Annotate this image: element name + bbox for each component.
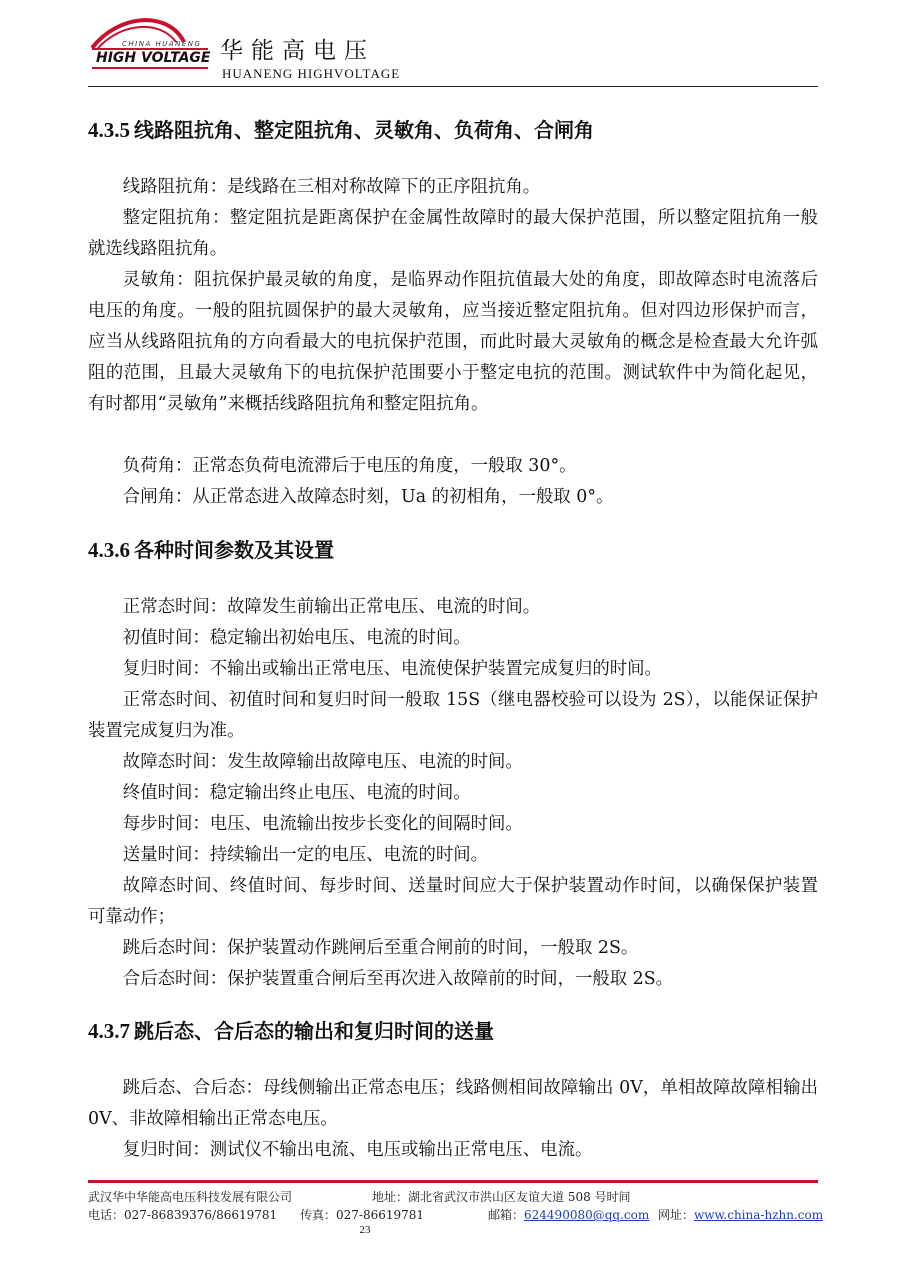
- footer-email-link[interactable]: 624490080@qq.com: [524, 1208, 650, 1222]
- footer-phone: 电话：027-86839376/86619781: [88, 1208, 278, 1222]
- paragraph: 合闸角：从正常态进入故障态时刻，Ua 的初相角，一般取 0°。: [122, 487, 614, 507]
- footer-web-link[interactable]: www.china-hzhn.com: [694, 1208, 824, 1222]
- company-logo: [88, 12, 213, 84]
- paragraph: 正常态时间：故障发生前输出正常电压、电流的时间。: [122, 597, 541, 617]
- logo-small-text: CHINA HUANENG: [122, 40, 202, 48]
- footer-website: [658, 1206, 823, 1224]
- logo-main-text: HIGH VOLTAGE: [96, 50, 211, 66]
- section-title: 跳后态、合后态的输出和复归时间的送量: [134, 1019, 494, 1043]
- footer-company: 武汉华中华能高电压科技发展有限公司: [88, 1190, 293, 1204]
- paragraph: 整定阻抗角：整定阻抗是距离保护在金属性故障时的最大保护范围，所以整定阻抗角一般就选线路阻抗角。: [88, 208, 818, 259]
- paragraph: 故障态时间：发生故障输出故障电压、电流的时间。: [122, 752, 523, 772]
- paragraph: 负荷角：正常态负荷电流滞后于电压的角度，一般取 30°。: [122, 456, 577, 476]
- footer-email-label: 邮箱：: [488, 1208, 525, 1222]
- company-name-en: HUANENG HIGHVOLTAGE: [222, 66, 401, 81]
- section-title: 各种时间参数及其设置: [134, 538, 334, 562]
- paragraph: 跳后态时间：保护装置动作跳闸后至重合闸前的时间，一般取 2S。: [122, 938, 639, 958]
- company-name-cn: 华能高电压: [220, 38, 375, 64]
- section-title: 线路阻抗角、整定阻抗角、灵敏角、负荷角、合闸角: [134, 118, 594, 142]
- paragraph: 终值时间：稳定输出终止电压、电流的时间。: [122, 783, 471, 803]
- page-header: [88, 12, 818, 86]
- section-heading-4-3-5: [88, 115, 594, 145]
- paragraph: 线路阻抗角：是线路在三相对称故障下的正序阻抗角。: [122, 177, 541, 197]
- footer-address: 地址：湖北省武汉市洪山区友谊大道 508 号时间: [372, 1190, 631, 1204]
- footer-email: [488, 1206, 649, 1224]
- footer-fax: 传真：027-86619781: [300, 1208, 425, 1222]
- section-heading-4-3-7: [88, 1016, 494, 1046]
- section-number: 4.3.6: [88, 538, 130, 562]
- header-divider: [88, 86, 818, 87]
- paragraph: 初值时间：稳定输出初始电压、电流的时间。: [122, 628, 471, 648]
- footer-web-label: 网址：: [658, 1208, 695, 1222]
- paragraph: 跳后态、合后态：母线侧输出正常态电压；线路侧相间故障输出 0V，单相故障故障相输出 0V、非故障相输出正常态电压。: [88, 1078, 818, 1129]
- paragraph: 每步时间：电压、电流输出按步长变化的间隔时间。: [122, 814, 523, 834]
- paragraph: 复归时间：不输出或输出正常电压、电流使保护装置完成复归的时间。: [122, 659, 662, 679]
- section-number: 4.3.7: [88, 1019, 130, 1043]
- paragraph: 灵敏角：阻抗保护最灵敏的角度，是临界动作阻抗值最大处的角度，即故障态时电流落后电压的角度。一般的阻抗圆保护的最大灵敏角，应当接近整定阻抗角。但对四边形保护而言，应当从线路阻抗角的方向看最大的电抗保护范围，而此时最大灵敏角的概念是检查最大允许弧阻的范围，且最大灵敏角下的电抗保护范围要小于整定电抗的范围。测试软件中为简化起见，有时都用“灵敏角”来概括线路阻抗角和整定阻抗角。: [88, 270, 818, 414]
- paragraph: 故障态时间、终值时间、每步时间、送量时间应大于保护装置动作时间，以确保保护装置可靠动作；: [88, 876, 818, 927]
- logo-arc-icon: [88, 12, 213, 84]
- paragraph: 正常态时间、初值时间和复归时间一般取 15S（继电器校验可以设为 2S），以能保证保护装置完成复归为准。: [88, 690, 818, 741]
- page-number: 23: [359, 1224, 371, 1236]
- footer-divider: [88, 1180, 818, 1183]
- section-number: 4.3.5: [88, 118, 130, 142]
- paragraph: 复归时间：测试仪不输出电流、电压或输出正常电压、电流。: [122, 1140, 593, 1160]
- paragraph: 送量时间：持续输出一定的电压、电流的时间。: [122, 845, 489, 865]
- paragraph: 合后态时间：保护装置重合闸后至再次进入故障前的时间，一般取 2S。: [122, 969, 674, 989]
- section-heading-4-3-6: [88, 535, 334, 565]
